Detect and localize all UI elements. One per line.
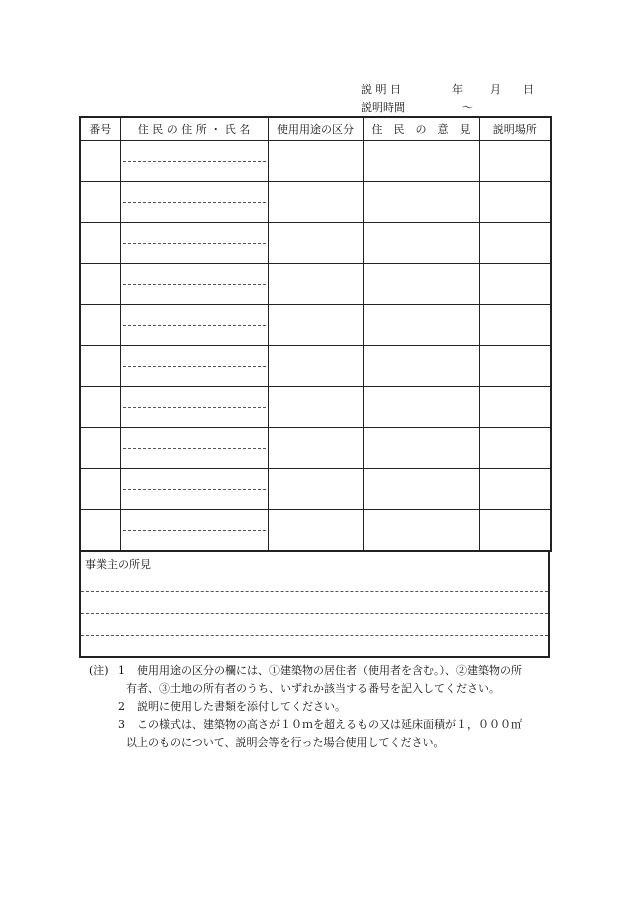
- table-row: [80, 469, 551, 510]
- name-cell[interactable]: [120, 264, 268, 305]
- usage-cell[interactable]: [268, 182, 363, 223]
- place-cell[interactable]: [479, 346, 551, 387]
- notes-prefix: (注): [89, 664, 109, 677]
- opinion-cell[interactable]: [363, 387, 479, 428]
- place-cell[interactable]: [479, 141, 551, 182]
- place-cell[interactable]: [479, 223, 551, 264]
- usage-cell[interactable]: [268, 469, 363, 510]
- name-cell[interactable]: [120, 141, 268, 182]
- usage-cell[interactable]: [268, 264, 363, 305]
- note-number: 3: [118, 718, 125, 731]
- address-name-divider: [123, 243, 266, 244]
- table-row: [80, 346, 551, 387]
- number-cell[interactable]: [80, 182, 120, 223]
- table-row: [80, 264, 551, 305]
- usage-cell[interactable]: [268, 510, 363, 552]
- name-cell[interactable]: [120, 223, 268, 264]
- number-cell[interactable]: [80, 223, 120, 264]
- place-cell[interactable]: [479, 305, 551, 346]
- table-row: [80, 223, 551, 264]
- note-text: 以上のものについて、説明会等を行った場合使用してください。: [126, 736, 445, 749]
- usage-cell[interactable]: [268, 387, 363, 428]
- column-header: 住 民 の 意 見: [363, 117, 479, 141]
- name-cell[interactable]: [120, 387, 268, 428]
- remarks-line: [81, 591, 548, 592]
- opinion-cell[interactable]: [363, 510, 479, 552]
- opinion-cell[interactable]: [363, 428, 479, 469]
- note-text: 有者、③土地の所有者のうち、いずれか該当する番号を記入してください。: [126, 682, 500, 695]
- number-cell[interactable]: [80, 428, 120, 469]
- remarks-label: 事業主の所見: [85, 558, 151, 571]
- opinion-cell[interactable]: [363, 346, 479, 387]
- time-label: 説明時間: [361, 101, 405, 114]
- place-cell[interactable]: [479, 510, 551, 552]
- name-cell[interactable]: [120, 469, 268, 510]
- table-row: [80, 428, 551, 469]
- table-row: [80, 141, 551, 182]
- table-header-row: [80, 117, 551, 141]
- address-name-divider: [123, 202, 266, 203]
- number-cell[interactable]: [80, 469, 120, 510]
- name-cell[interactable]: [120, 510, 268, 552]
- address-name-divider: [123, 325, 266, 326]
- month-label: 月: [490, 83, 501, 96]
- place-cell[interactable]: [479, 387, 551, 428]
- note-number: 1: [118, 664, 125, 677]
- address-name-divider: [123, 407, 266, 408]
- address-name-divider: [123, 489, 266, 490]
- number-cell[interactable]: [80, 387, 120, 428]
- opinion-cell[interactable]: [363, 469, 479, 510]
- year-label: 年: [452, 83, 463, 96]
- opinion-cell[interactable]: [363, 141, 479, 182]
- time-separator: ～: [462, 101, 473, 114]
- resident-opinion-table: [79, 116, 552, 552]
- name-cell[interactable]: [120, 346, 268, 387]
- address-name-divider: [123, 284, 266, 285]
- note-number: 2: [118, 700, 125, 713]
- address-name-divider: [123, 366, 266, 367]
- address-name-divider: [123, 530, 266, 531]
- place-cell[interactable]: [479, 428, 551, 469]
- date-label: 説 明 日: [361, 83, 401, 96]
- number-cell[interactable]: [80, 305, 120, 346]
- column-header: 住 民 の 住 所 ・ 氏 名: [120, 117, 268, 141]
- table-row: [80, 305, 551, 346]
- usage-cell[interactable]: [268, 141, 363, 182]
- owner-remarks-box[interactable]: [79, 550, 550, 658]
- column-header: 説明場所: [479, 117, 551, 141]
- address-name-divider: [123, 161, 266, 162]
- note-text: 説明に使用した書類を添付してください。: [137, 700, 346, 713]
- table-row: [80, 182, 551, 223]
- column-header: 番号: [80, 117, 120, 141]
- table-row: [80, 387, 551, 428]
- number-cell[interactable]: [80, 264, 120, 305]
- usage-cell[interactable]: [268, 223, 363, 264]
- name-cell[interactable]: [120, 182, 268, 223]
- name-cell[interactable]: [120, 305, 268, 346]
- usage-cell[interactable]: [268, 346, 363, 387]
- number-cell[interactable]: [80, 510, 120, 552]
- day-label: 日: [523, 83, 534, 96]
- address-name-divider: [123, 448, 266, 449]
- place-cell[interactable]: [479, 264, 551, 305]
- remarks-line: [81, 635, 548, 636]
- number-cell[interactable]: [80, 141, 120, 182]
- opinion-cell[interactable]: [363, 305, 479, 346]
- opinion-cell[interactable]: [363, 264, 479, 305]
- place-cell[interactable]: [479, 182, 551, 223]
- number-cell[interactable]: [80, 346, 120, 387]
- opinion-cell[interactable]: [363, 182, 479, 223]
- place-cell[interactable]: [479, 469, 551, 510]
- column-header: 使用用途の区分: [268, 117, 363, 141]
- usage-cell[interactable]: [268, 428, 363, 469]
- table-row: [80, 510, 551, 552]
- usage-cell[interactable]: [268, 305, 363, 346]
- note-text: 使用用途の区分の欄には、①建築物の居住者（使用者を含む。）、②建築物の所: [137, 664, 522, 677]
- remarks-line: [81, 613, 548, 614]
- opinion-cell[interactable]: [363, 223, 479, 264]
- note-text: この様式は、建築物の高さが１０ｍを超えるもの又は延床面積が１，０００㎡: [137, 718, 522, 731]
- name-cell[interactable]: [120, 428, 268, 469]
